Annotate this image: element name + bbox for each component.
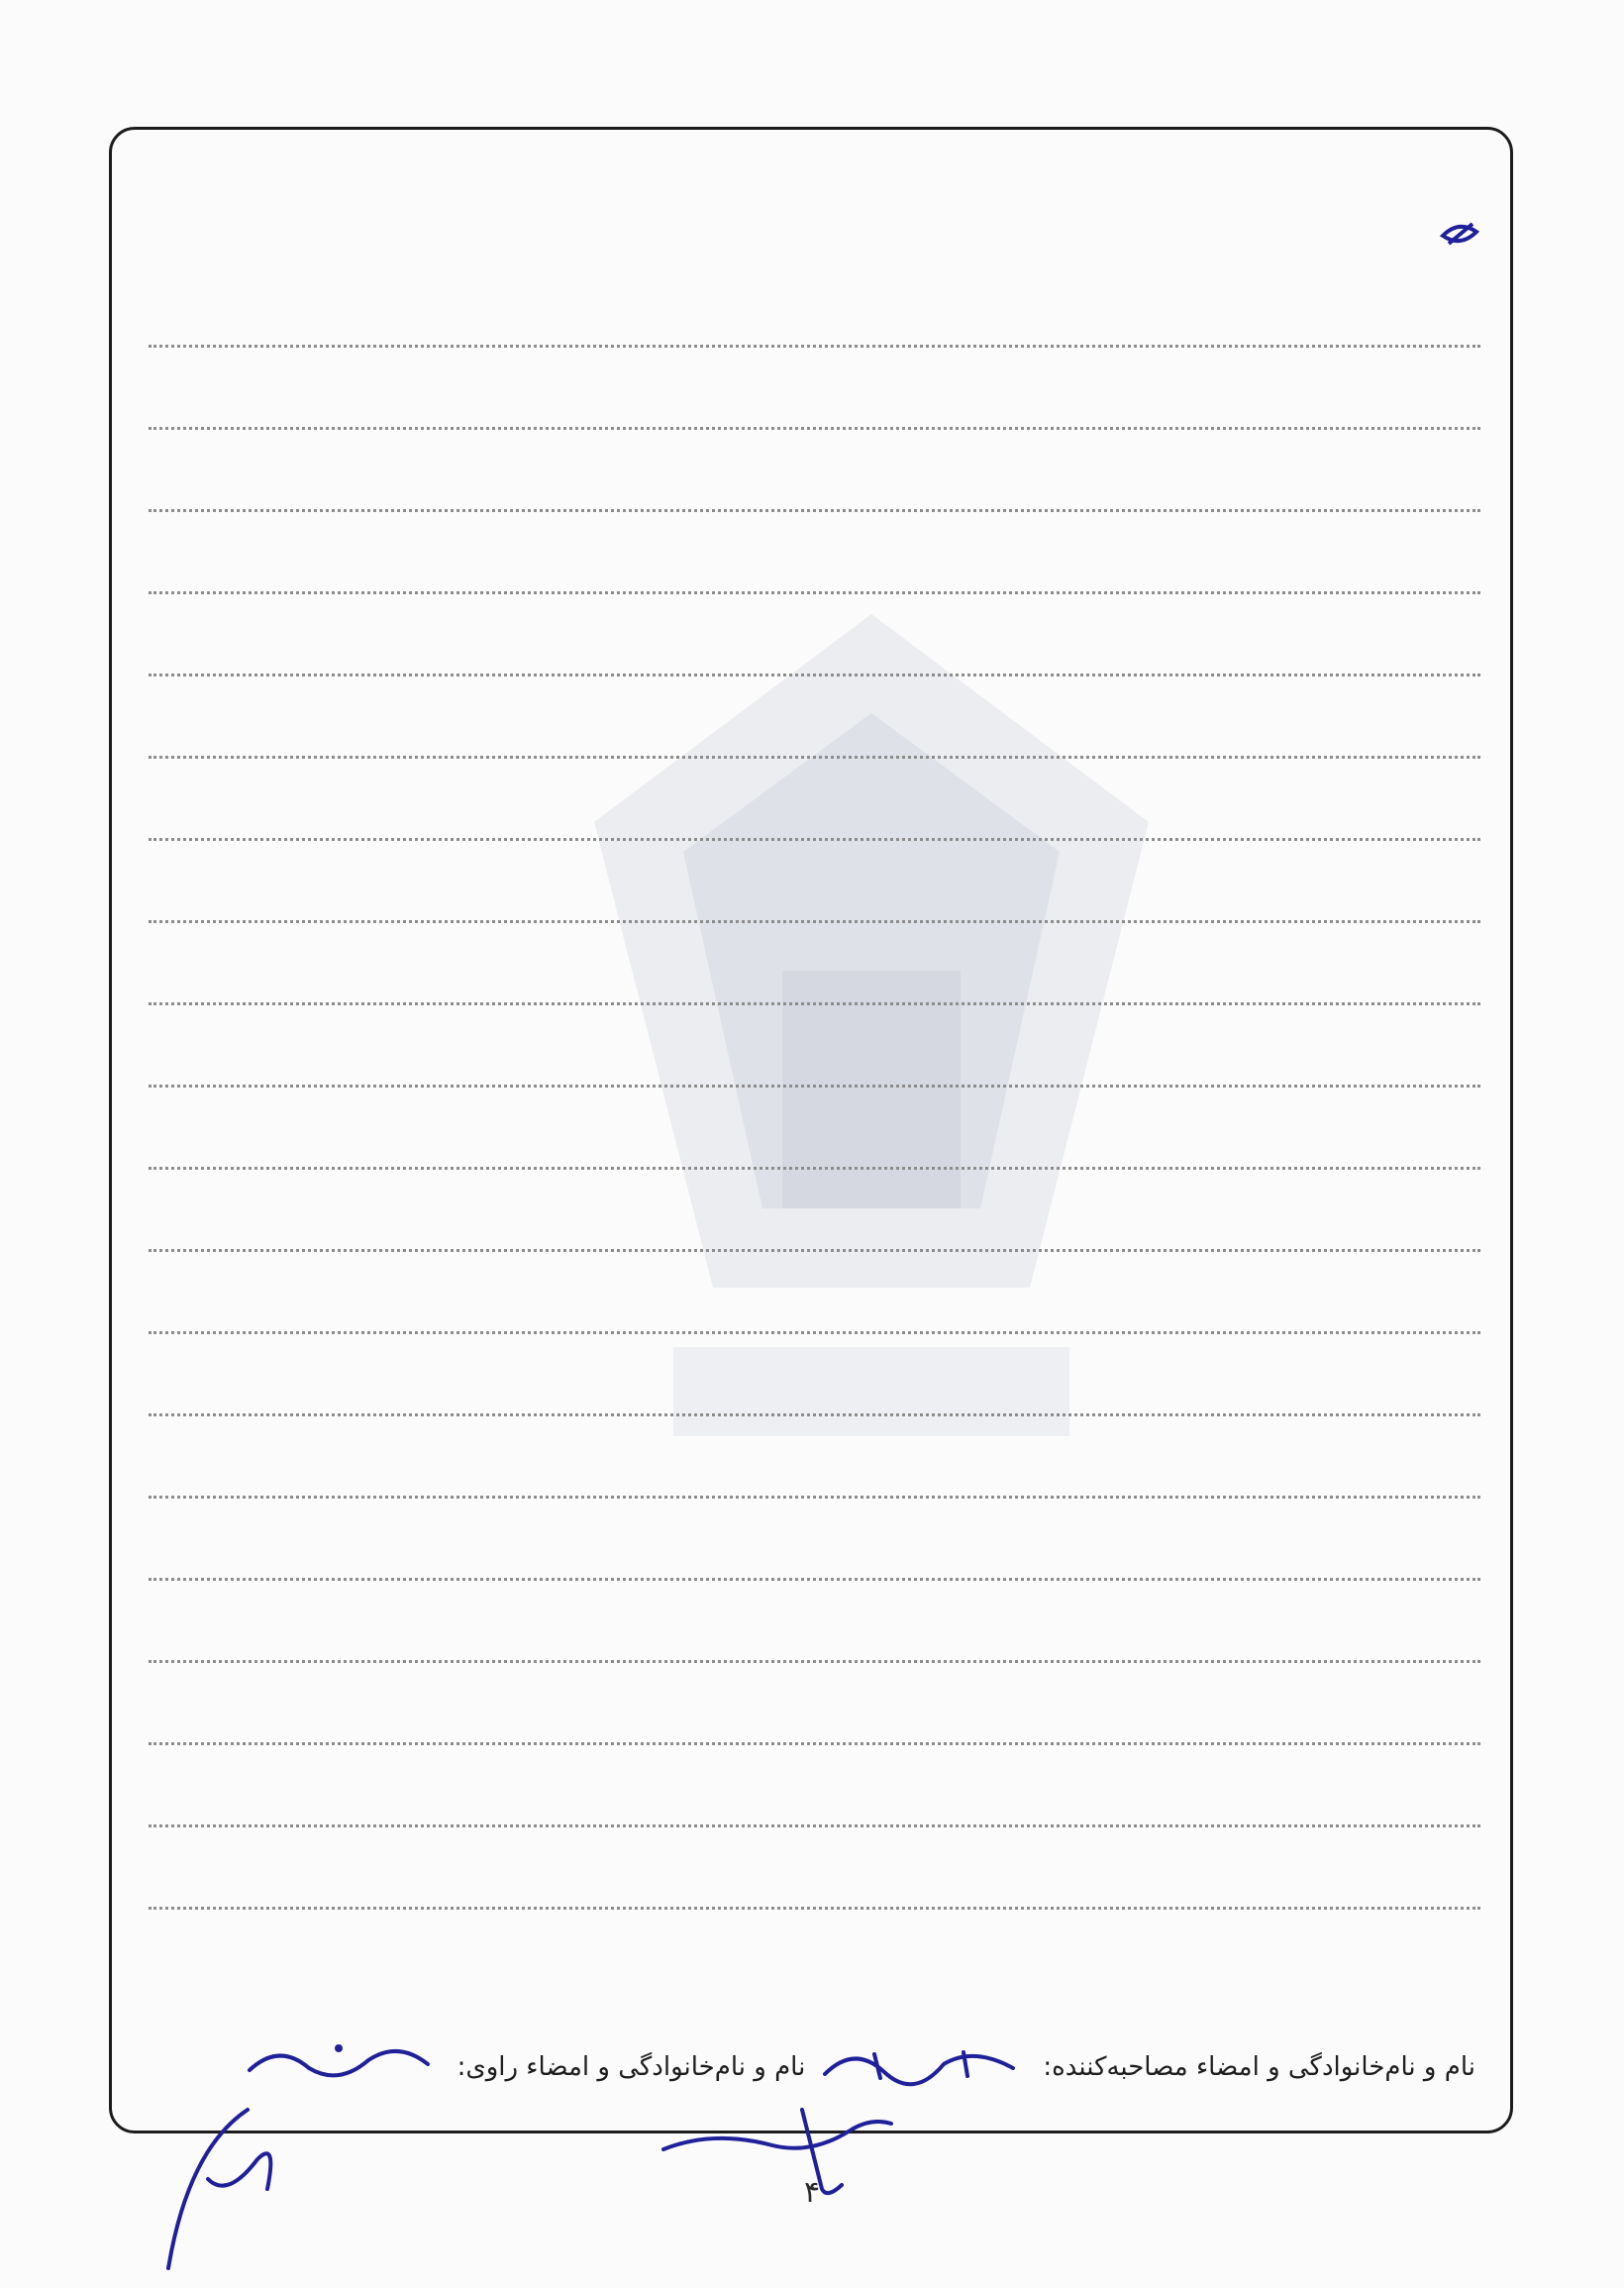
interviewer-signature — [654, 2090, 911, 2209]
handwriting-line — [149, 1346, 1480, 1416]
handwriting-line — [149, 442, 1480, 512]
handwriting-line — [149, 853, 1480, 923]
handwriting-line — [149, 1264, 1480, 1334]
handwriting-line — [149, 1017, 1480, 1088]
handwriting-line — [149, 688, 1480, 759]
interviewer-name-handwritten — [815, 2040, 1033, 2094]
narrator-name-handwritten — [230, 2040, 448, 2094]
page-number: ۴ — [803, 2175, 821, 2210]
signature-footer — [129, 2040, 1475, 2094]
handwriting-line — [149, 1099, 1480, 1170]
handwriting-line — [149, 935, 1480, 1005]
handwriting-line — [149, 771, 1480, 841]
handwriting-line — [149, 1593, 1480, 1663]
handwriting-lines — [149, 198, 1480, 1922]
pen-bullet-icon — [1439, 218, 1480, 252]
handwriting-line — [149, 1182, 1480, 1252]
interviewer-label: نام و نام‌خانوادگی و امضاء مصاحبه‌کننده: — [1043, 2052, 1475, 2082]
handwriting-line — [149, 277, 1480, 348]
handwriting-line — [149, 1675, 1480, 1745]
handwriting-line — [149, 1839, 1480, 1910]
handwriting-line — [149, 524, 1480, 594]
handwriting-line — [149, 606, 1480, 676]
handwriting-line — [149, 198, 1480, 265]
handwriting-line — [149, 1510, 1480, 1581]
handwriting-line — [149, 1757, 1480, 1827]
narrator-signature — [149, 2100, 297, 2278]
handwriting-line — [149, 1428, 1480, 1499]
handwriting-line — [149, 360, 1480, 430]
narrator-label: نام و نام‌خانوادگی و امضاء راوی: — [457, 2052, 806, 2082]
